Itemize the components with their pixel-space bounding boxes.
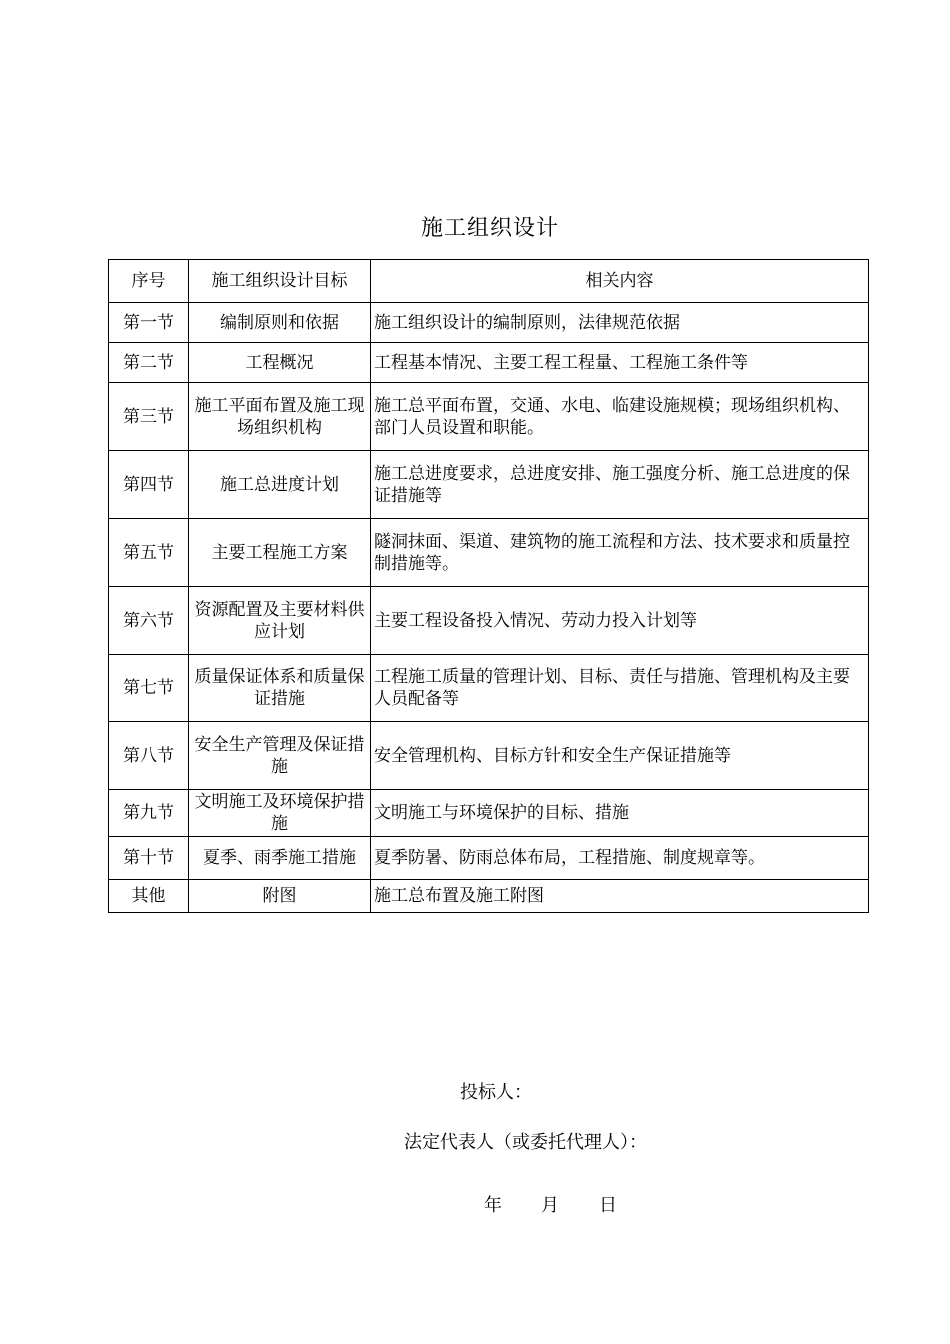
bidder-label: 投标人： <box>460 1082 532 1103</box>
row-content-cell: 施工总平面布置，交通、水电、临建设施规模；现场组织机构、部门人员设置和职能。 <box>371 383 869 451</box>
header-cell-goal: 施工组织设计目标 <box>189 260 371 303</box>
row-number-cell: 第四节 <box>109 451 189 519</box>
row-goal-cell: 施工总进度计划 <box>189 451 371 519</box>
table-row <box>109 519 869 587</box>
row-goal-cell: 夏季、雨季施工措施 <box>189 837 371 880</box>
row-goal-cell: 附图 <box>189 880 371 913</box>
row-content-cell: 安全管理机构、目标方针和安全生产保证措施等 <box>371 722 869 790</box>
row-number-cell: 第九节 <box>109 790 189 837</box>
legal-representative-label: 法定代表人（或委托代理人）： <box>404 1132 647 1153</box>
row-number-cell: 第五节 <box>109 519 189 587</box>
table-row <box>109 587 869 655</box>
row-content-cell: 工程施工质量的管理计划、目标、责任与措施、管理机构及主要人员配备等 <box>371 655 869 722</box>
row-number-cell: 其他 <box>109 880 189 913</box>
row-number-cell: 第二节 <box>109 343 189 383</box>
row-goal-cell: 施工平面布置及施工现场组织机构 <box>189 383 371 451</box>
month-label: 月 <box>541 1195 559 1216</box>
document-title: 施工组织设计 <box>420 216 559 241</box>
row-content-cell: 主要工程设备投入情况、劳动力投入计划等 <box>371 587 869 655</box>
row-content-cell: 施工总布置及施工附图 <box>371 880 869 913</box>
row-number-cell: 第六节 <box>109 587 189 655</box>
header-cell-no: 序号 <box>109 260 189 303</box>
row-content-cell: 夏季防暑、防雨总体布局，工程措施、制度规章等。 <box>371 837 869 880</box>
row-number-cell: 第七节 <box>109 655 189 722</box>
construction-plan-table <box>108 259 869 913</box>
row-content-cell: 隧洞抹面、渠道、建筑物的施工流程和方法、技术要求和质量控制措施等。 <box>371 519 869 587</box>
row-goal-cell: 质量保证体系和质量保证措施 <box>189 655 371 722</box>
table-row <box>109 655 869 722</box>
row-goal-cell: 工程概况 <box>189 343 371 383</box>
row-goal-cell: 资源配置及主要材料供应计划 <box>189 587 371 655</box>
row-goal-cell: 安全生产管理及保证措施 <box>189 722 371 790</box>
table-row <box>109 880 869 913</box>
day-label: 日 <box>599 1195 617 1216</box>
table-row <box>109 837 869 880</box>
table-header-row <box>109 260 869 303</box>
row-content-cell: 施工总进度要求，总进度安排、施工强度分析、施工总进度的保证措施等 <box>371 451 869 519</box>
row-goal-cell: 文明施工及环境保护措施 <box>189 790 371 837</box>
row-content-cell: 施工组织设计的编制原则，法律规范依据 <box>371 303 869 343</box>
row-number-cell: 第一节 <box>109 303 189 343</box>
table-row <box>109 343 869 383</box>
row-goal-cell: 主要工程施工方案 <box>189 519 371 587</box>
table-row <box>109 451 869 519</box>
row-content-cell: 工程基本情况、主要工程工程量、工程施工条件等 <box>371 343 869 383</box>
row-number-cell: 第十节 <box>109 837 189 880</box>
row-number-cell: 第八节 <box>109 722 189 790</box>
header-cell-content: 相关内容 <box>371 260 869 303</box>
row-goal-cell: 编制原则和依据 <box>189 303 371 343</box>
row-content-cell: 文明施工与环境保护的目标、措施 <box>371 790 869 837</box>
table-row <box>109 722 869 790</box>
table-row <box>109 303 869 343</box>
year-label: 年 <box>484 1195 502 1216</box>
row-number-cell: 第三节 <box>109 383 189 451</box>
table-row <box>109 383 869 451</box>
table-row <box>109 790 869 837</box>
